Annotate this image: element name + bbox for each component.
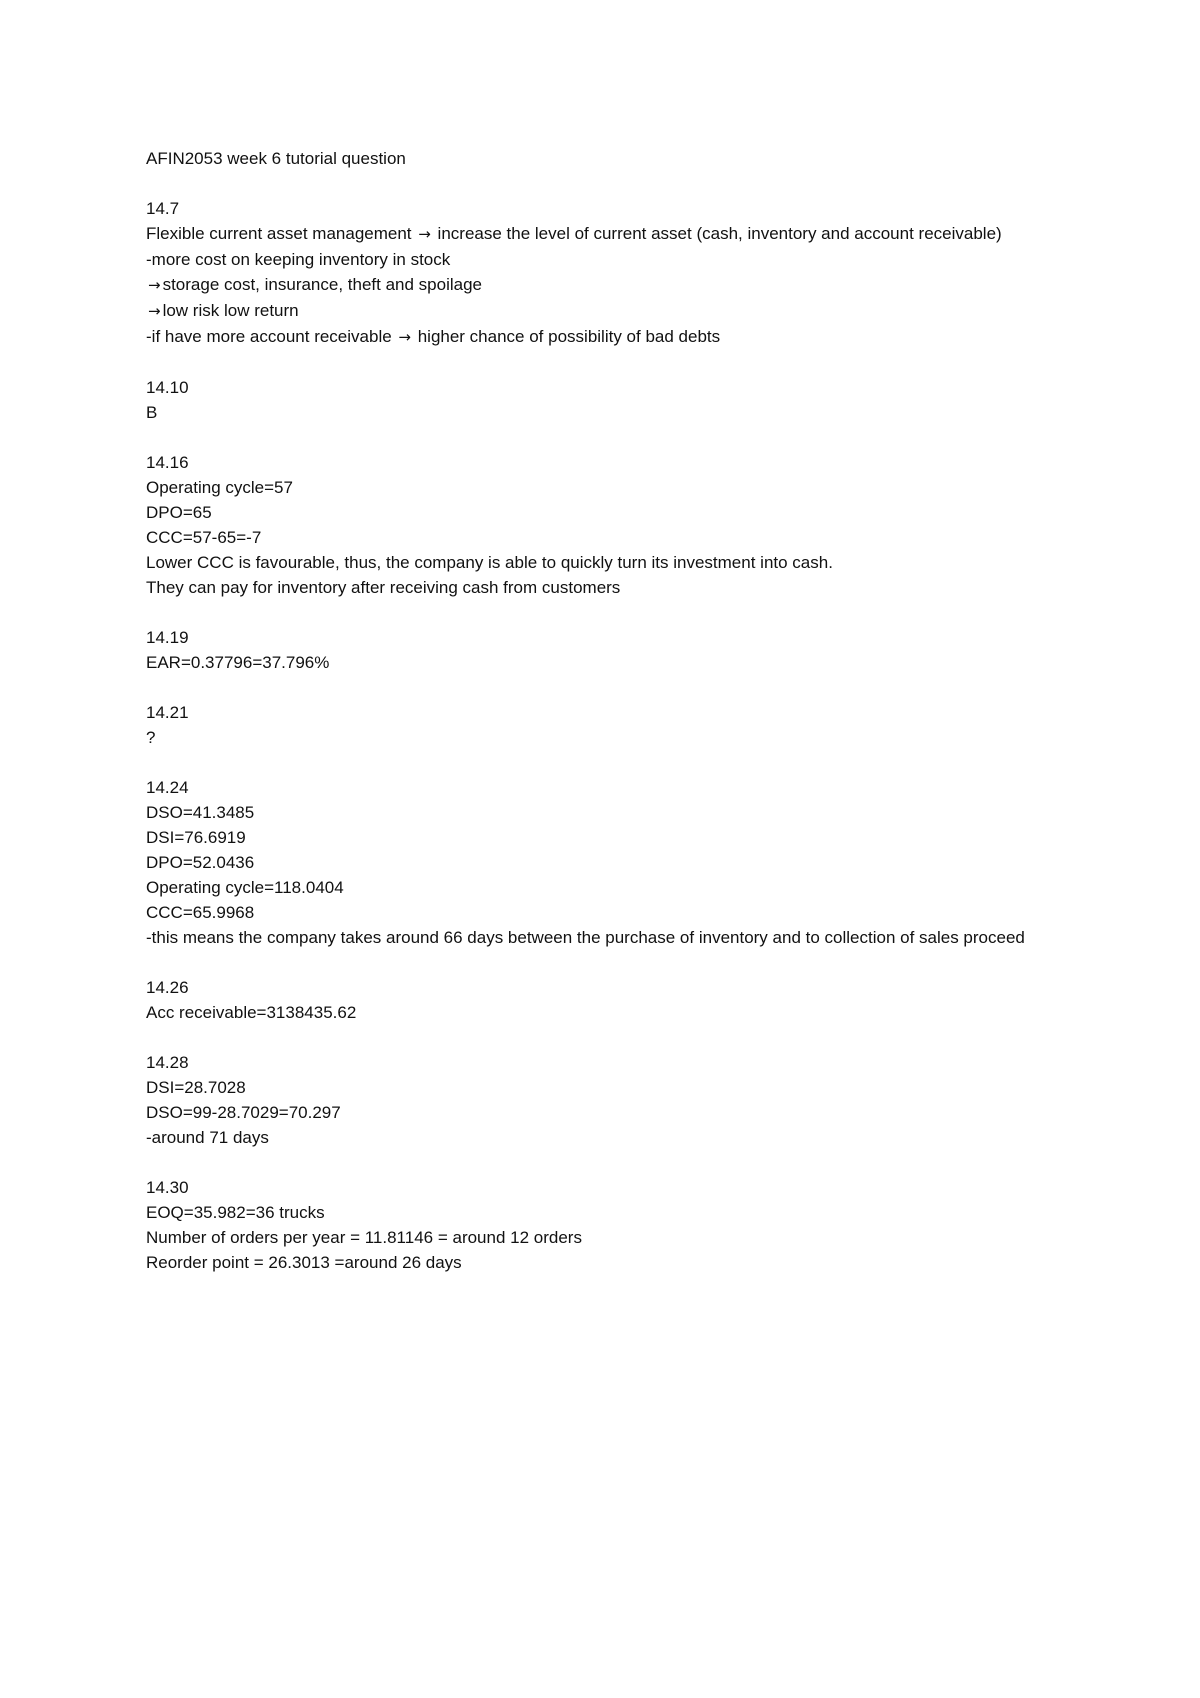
answer-line: EAR=0.37796=37.796% (146, 653, 330, 672)
answer-line: Flexible current asset management → increase the level of current asset (cash, inventory and account receivable) (146, 224, 1002, 243)
answer-line: Reorder point = 26.3013 =around 26 days (146, 1253, 462, 1272)
answer-line: -this means the company takes around 66 days between the purchase of inventory and to collection of sales proceed (146, 928, 1025, 947)
answer-line: DPO=65 (146, 503, 212, 522)
section-14-21 (146, 700, 1066, 750)
section-14-16 (146, 450, 1066, 600)
answer-line: B (146, 403, 158, 422)
answer-line: They can pay for inventory after receiving cash from customers (146, 578, 621, 597)
answer-line: ? (146, 728, 156, 747)
section-number: 14.28 (146, 1053, 189, 1072)
answer-line: DSO=99-28.7029=70.297 (146, 1103, 341, 1122)
arrow-icon: → (418, 225, 431, 243)
answer-line: -more cost on keeping inventory in stock (146, 250, 451, 269)
answer-line: Operating cycle=57 (146, 478, 293, 497)
section-number: 14.10 (146, 378, 189, 397)
section-14-24 (146, 775, 1066, 950)
section-14-19 (146, 625, 1066, 675)
document-title: AFIN2053 week 6 tutorial question (146, 149, 406, 168)
answer-line: CCC=65.9968 (146, 903, 255, 922)
spacer (146, 950, 1066, 975)
spacer (146, 350, 1066, 375)
answer-line: → storage cost, insurance, theft and spoilage (148, 275, 483, 294)
arrow-icon: → (148, 302, 161, 320)
answer-line: → low risk low return (148, 301, 299, 320)
answer-line: EOQ=35.982=36 trucks (146, 1203, 325, 1222)
section-number: 14.21 (146, 703, 189, 722)
section-number: 14.16 (146, 453, 189, 472)
answer-line: -around 71 days (146, 1128, 269, 1147)
answer-line: DSI=28.7028 (146, 1078, 246, 1097)
arrow-icon: → (148, 276, 161, 294)
answer-line: DSO=41.3485 (146, 803, 255, 822)
answer-line: Acc receivable=3138435.62 (146, 1003, 357, 1022)
section-number: 14.26 (146, 978, 189, 997)
answer-line: CCC=57-65=-7 (146, 528, 262, 547)
spacer (146, 1025, 1066, 1050)
section-14-10 (146, 375, 1066, 425)
answer-line: Lower CCC is favourable, thus, the company is able to quickly turn its investment into cash. (146, 553, 833, 572)
spacer (146, 171, 1066, 196)
section-14-28 (146, 1050, 1066, 1150)
section-14-26 (146, 975, 1066, 1025)
spacer (146, 1150, 1066, 1175)
section-14-7 (146, 196, 1066, 350)
section-number: 14.24 (146, 778, 189, 797)
arrow-icon: → (398, 328, 411, 346)
spacer (146, 600, 1066, 625)
answer-line: Number of orders per year = 11.81146 = around 12 orders (146, 1228, 582, 1247)
section-number: 14.30 (146, 1178, 189, 1197)
section-number: 14.19 (146, 628, 189, 647)
document-body (146, 146, 1066, 1275)
spacer (146, 425, 1066, 450)
spacer (146, 750, 1066, 775)
spacer (146, 675, 1066, 700)
answer-line: DPO=52.0436 (146, 853, 255, 872)
answer-line: DSI=76.6919 (146, 828, 246, 847)
section-number: 14.7 (146, 199, 180, 218)
section-14-30 (146, 1175, 1066, 1275)
answer-line: -if have more account receivable → higher chance of possibility of bad debts (146, 327, 721, 346)
answer-line: Operating cycle=118.0404 (146, 878, 344, 897)
